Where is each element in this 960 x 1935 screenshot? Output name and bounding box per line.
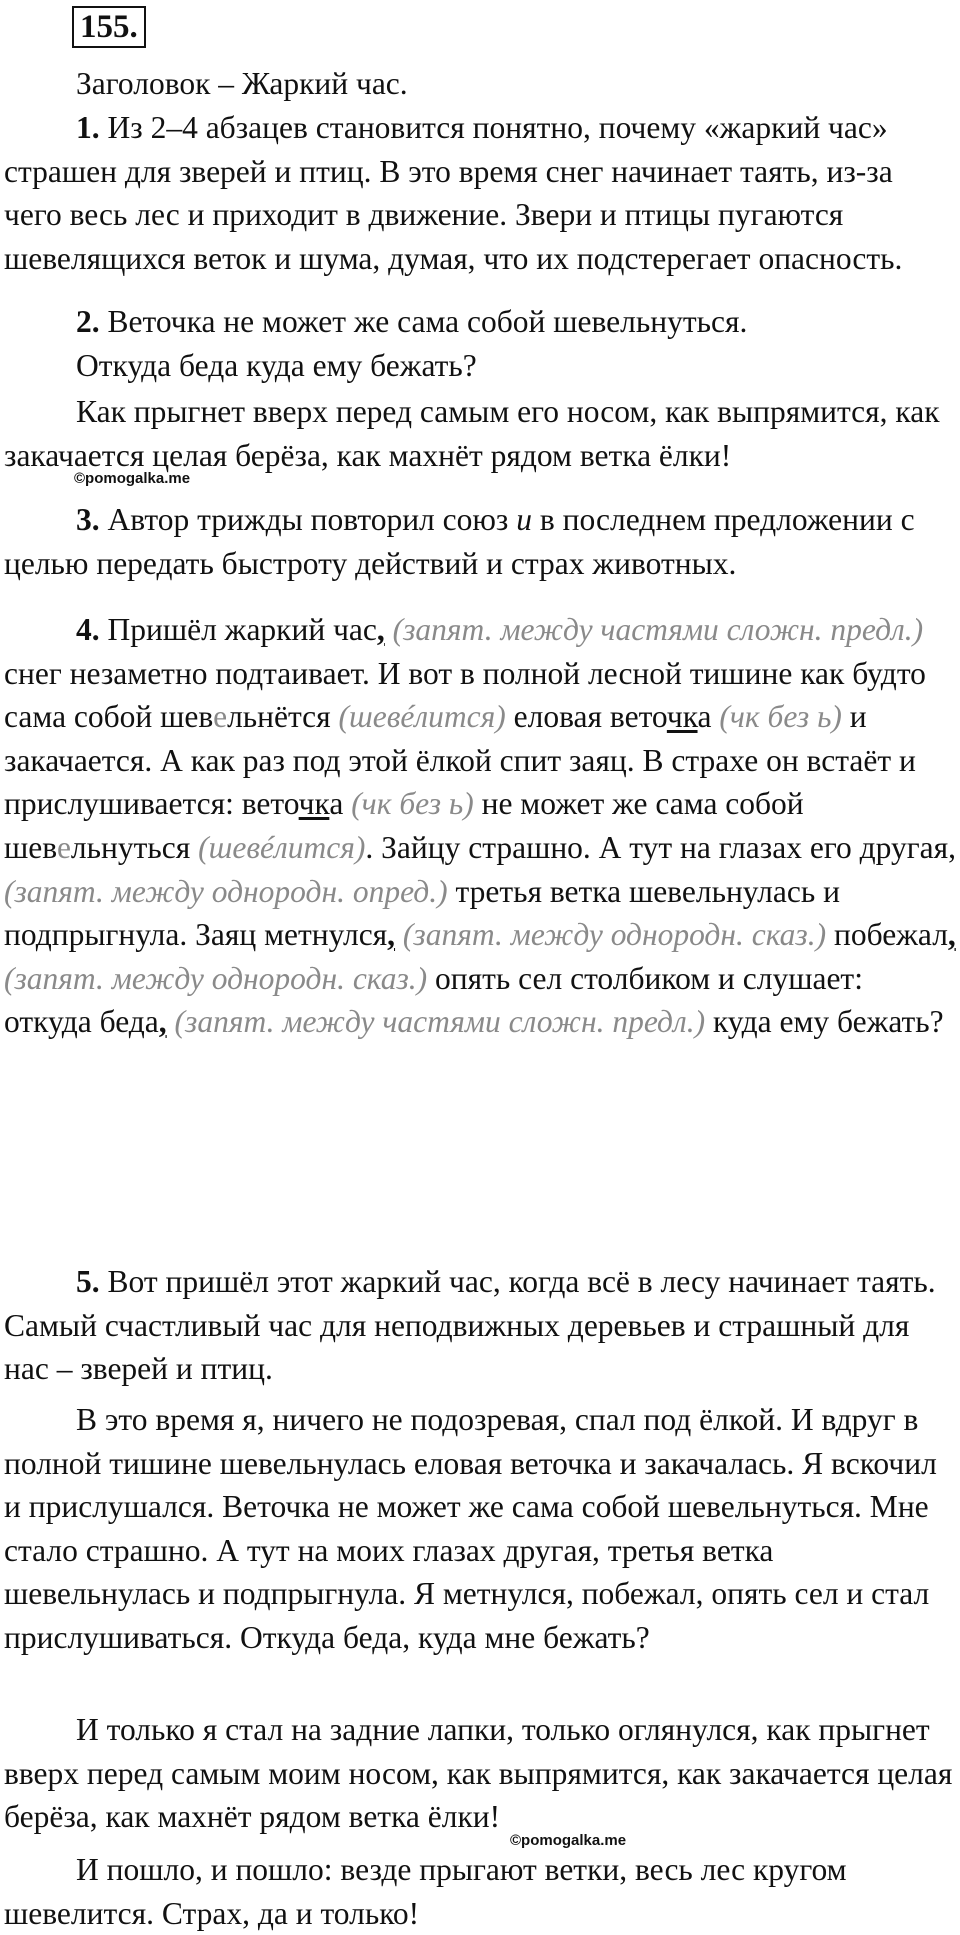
- answer-5-paragraph-2: В это время я, ничего не подозревая, спал под ёлкой. И вдруг в полной тишине шевельнулась еловая веточка и закачалась. Я вскочил и прислушался. Веточка не может же сама собой шевельнуться. Мне стало страшно. А тут на моих глазах другая, третья ветка шевельнулась и подпрыгнула. Я метнулся, побежал, опять сел и стал прислушиваться. Откуда беда, куда мне бежать?: [4, 1402, 937, 1655]
- watermark: ©pomogalka.me: [74, 470, 191, 487]
- text: и закачается. А как раз под этой ёлкой спит заяц. В страхе он встаёт и прислушивается: вето: [4, 699, 916, 822]
- text: опять сел столбиком и слушает: откуда беда: [4, 960, 863, 1040]
- text: а: [329, 786, 352, 822]
- answer-number: 4.: [76, 612, 100, 647]
- answer-text: Из 2–4 абзацев становится понятно, почему «жаркий час» страшен для зверей и птиц. В это время снег начинает таять, из-за чего весь лес и приходит в движение. Звери и птицы пугаются шевелящихся веток и шума, думая, что их подстерегает опасность.: [4, 110, 903, 276]
- highlight-letter: е: [56, 829, 71, 865]
- note: (шевéлится): [198, 829, 366, 865]
- answer-text: Веточка не может же сама собой шевельнуться.: [107, 304, 748, 339]
- answer-1: [4, 106, 956, 280]
- answer-2-line-2: Откуда беда куда ему бежать?: [76, 348, 477, 383]
- answer-2: [4, 300, 956, 344]
- text: еловая вето: [505, 699, 667, 735]
- answer-2-line-3: Как прыгнет вверх перед самым его носом, как выпрямится, как закачается целая берёза, как махнёт рядом ветка ёлки!: [4, 394, 940, 473]
- underlined-letters: чк: [298, 786, 330, 822]
- note: (шевéлится): [338, 699, 506, 735]
- note: (запят. между частями сложн. предл.): [384, 612, 924, 647]
- answer-number: 3.: [76, 502, 100, 537]
- answer-number: 5.: [76, 1264, 100, 1299]
- note: (запят. между однородн. сказ.): [4, 960, 428, 996]
- highlight-letter: е: [213, 699, 228, 735]
- watermark: ©pomogalka.me: [510, 1832, 627, 1849]
- answer-text: Автор трижды повторил союз: [107, 502, 517, 537]
- note: (чк без ь): [719, 699, 842, 735]
- marked-comma: ,: [387, 917, 396, 953]
- note: (запят. между однородн. сказ.): [395, 917, 827, 953]
- text: Пришёл жаркий час: [107, 612, 377, 647]
- text: льнётся: [227, 699, 339, 735]
- answer-text: Вот пришёл этот жаркий час, когда всё в лесу начинает таять. Самый счастливый час для неподвижных деревьев и страшный для нас – зверей и птиц.: [4, 1264, 936, 1387]
- text: льнуться: [70, 829, 199, 865]
- underlined-letters: чк: [666, 699, 698, 735]
- text: снег незаметно подтаивает. И вот в полной лесной тишине как будто сама собой шев: [4, 655, 926, 735]
- marked-comma: ,: [947, 917, 956, 953]
- answer-5-paragraph-3: И только я стал на задние лапки, только оглянулся, как прыгнет вверх перед самым моим носом, как выпрямится, как закачается целая берёза, как махнёт рядом ветка ёлки!: [4, 1712, 953, 1835]
- answer-number: 1.: [76, 110, 100, 145]
- marked-comma: ,: [158, 1004, 167, 1040]
- answer-5: [4, 1260, 956, 1391]
- note: (запят. между однородн. опред.): [4, 873, 448, 909]
- conjunction-word: и: [516, 502, 532, 537]
- note: (запят. между частями сложн. предл.): [166, 1004, 706, 1040]
- exercise-number-box: 155.: [72, 6, 146, 48]
- text: не может же сама собой шев: [4, 786, 804, 865]
- text: побежал: [826, 917, 948, 953]
- answer-text: в последнем предложении с целью передать быстроту действий и страх животных.: [4, 502, 915, 581]
- title-line: Заголовок – Жаркий час.: [76, 66, 408, 101]
- answer-4: [4, 608, 956, 1044]
- text: а: [697, 699, 720, 735]
- note: (чк без ь): [351, 786, 474, 822]
- answer-5-paragraph-4: И пошло, и пошло: везде прыгают ветки, весь лес кругом шевелится. Страх, да и только!: [4, 1852, 847, 1931]
- answer-3: [4, 498, 956, 585]
- marked-comma: ,: [376, 612, 385, 647]
- answer-number: 2.: [76, 304, 100, 339]
- text: . Зайцу страшно. А тут на глазах его другая,: [365, 829, 956, 865]
- text: третья ветка шевельнулась и подпрыгнула. Заяц метнулся: [4, 873, 840, 953]
- text: куда ему бежать?: [705, 1004, 944, 1040]
